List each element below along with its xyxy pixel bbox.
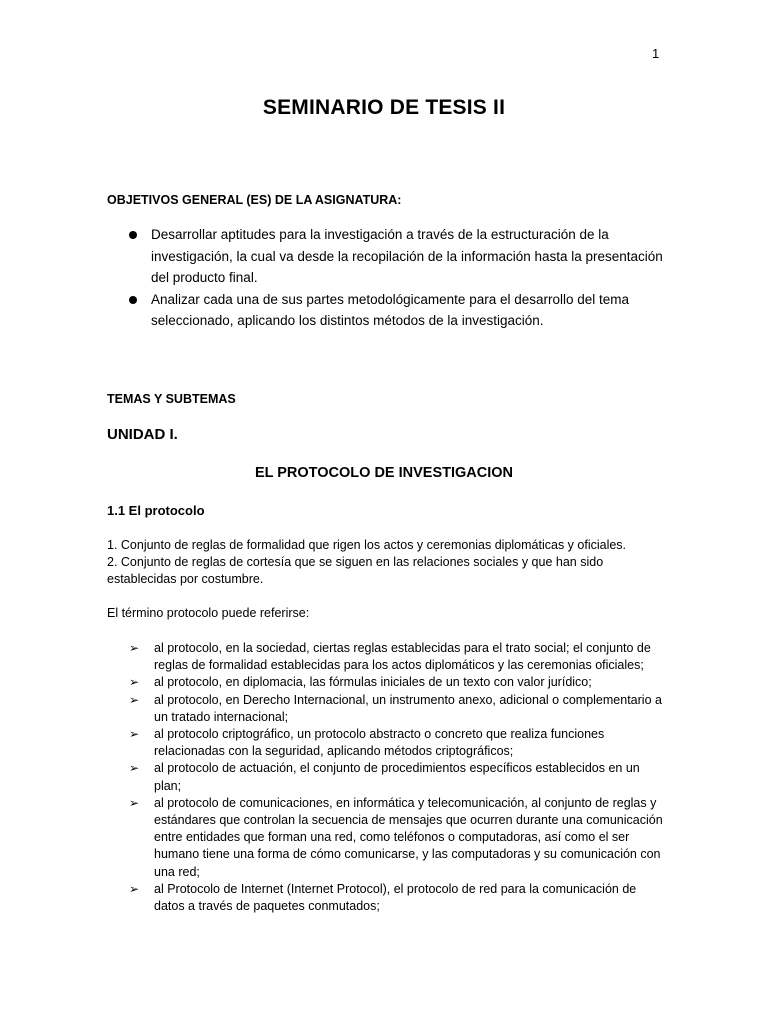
chapter-heading: EL PROTOCOLO DE INVESTIGACION [254, 465, 514, 481]
protocol-item [107, 692, 667, 726]
arrow-bullet-icon: ➢ [129, 727, 140, 742]
arrow-bullet-icon: ➢ [129, 881, 140, 896]
arrow-bullet-icon: ➢ [129, 692, 140, 707]
bullet-dot-icon [129, 296, 137, 304]
objectives-list [107, 224, 667, 332]
unit-heading: UNIDAD I. [107, 426, 178, 443]
protocol-item [107, 760, 667, 794]
protocol-item [107, 726, 667, 760]
page-number: 1 [652, 46, 660, 61]
protocol-item-text: al protocolo de actuación, el conjunto de procedimientos específicos establecidos en un plan; [154, 761, 640, 793]
subsection-heading: 1.1 El protocolo [107, 503, 205, 518]
arrow-bullet-icon: ➢ [129, 761, 140, 776]
protocol-item-text: al Protocolo de Internet (Internet Protocol), el protocolo de red para la comunicación de datos a través de paquetes conmutados; [154, 881, 637, 914]
arrow-bullet-icon: ➢ [129, 795, 140, 810]
definitions-block [107, 537, 667, 588]
protocol-item-text: al protocolo, en diplomacia, las fórmulas iniciales de un texto con valor jurídico; [154, 675, 592, 690]
arrow-bullet-icon: ➢ [129, 641, 140, 655]
objective-item [107, 224, 667, 289]
protocol-item-text: al protocolo, en la sociedad, ciertas reglas establecidas para el trato social; el conjunto de reglas de formalidad establecidas para los actos diplomáticos y las ceremonias oficiales; [154, 641, 651, 673]
topics-heading: TEMAS Y SUBTEMAS [107, 392, 236, 406]
protocol-item [107, 795, 667, 881]
protocol-item-text: al protocolo criptográfico, un protocolo abstracto o concreto que realiza funciones relacionadas con la seguridad, aplicando métodos criptográficos; [154, 727, 605, 759]
definition-line: 2. Conjunto de reglas de cortesía que se siguen en las relaciones sociales y que han sido establecidas por costumbre. [107, 555, 604, 586]
objectives-heading: OBJETIVOS GENERAL (ES) DE LA ASIGNATURA: [107, 193, 402, 207]
protocol-item-text: al protocolo, en Derecho Internacional, un instrumento anexo, adicional o complementario a un tratado internacional; [154, 692, 662, 724]
protocol-item [107, 881, 667, 915]
intro-paragraph: El término protocolo puede referirse: [107, 606, 310, 620]
protocol-item-text: al protocolo de comunicaciones, en informática y telecomunicación, al conjunto de reglas y estándares que controlan la secuencia de mensajes que ocurren durante una comunicación entre entidades que forman una red, como teléfonos o computadoras, así como el ser humano tiene una forma de cómo comunicarse, y las computadoras y su comunicación con una red; [154, 795, 663, 879]
objective-text: Desarrollar aptitudes para la investigación a través de la estructuración de la investigación, la cual va desde la recopilación de la información hasta la presentación del producto final. [151, 227, 663, 285]
objective-item [107, 289, 667, 332]
definition-line: 1. Conjunto de reglas de formalidad que rigen los actos y ceremonias diplomáticas y oficiales. [107, 538, 627, 552]
document-title: SEMINARIO DE TESIS II [262, 96, 506, 119]
bullet-dot-icon [129, 231, 137, 239]
arrow-bullet-icon: ➢ [129, 675, 140, 690]
protocol-item [107, 674, 667, 691]
objective-text: Analizar cada una de sus partes metodológicamente para el desarrollo del tema seleccionado, aplicando los distintos métodos de la investigación. [151, 291, 630, 328]
protocol-list [107, 640, 667, 915]
protocol-item [107, 640, 667, 674]
